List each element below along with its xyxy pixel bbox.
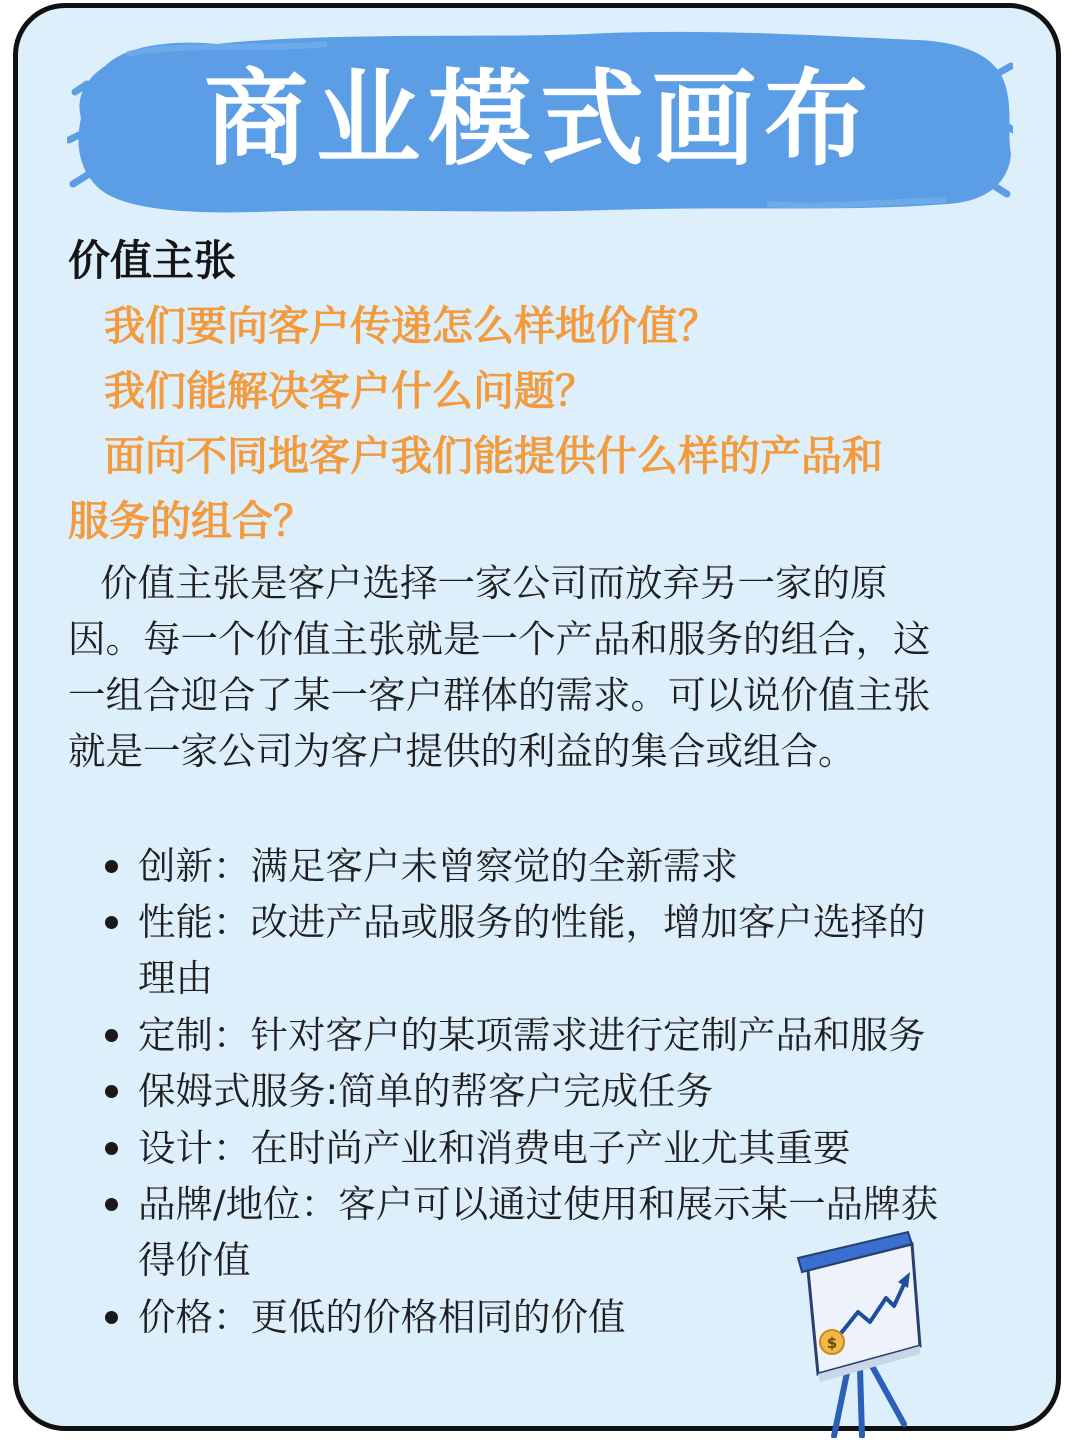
bullet-item-design: 设计：在时尚产业和消费电子产业尤其重要 <box>138 1126 851 1170</box>
bullet-dot-icon <box>105 1085 118 1098</box>
bullet-dot-icon <box>105 916 118 929</box>
bullet-item-customization: 定制：针对客户的某项需求进行定制产品和服务 <box>138 1013 926 1057</box>
question-3: 面向不同地客户我们能提供什么样的产品和 <box>104 432 883 480</box>
paragraph-line: 因。每一个价值主张就是一个产品和服务的组合，这 <box>68 617 931 661</box>
bullet-dot-icon <box>105 1029 118 1042</box>
paragraph-line: 价值主张是客户选择一家公司而放弃另一家的原 <box>100 561 888 605</box>
bullet-item-price: 价格：更低的价格相同的价值 <box>138 1295 626 1339</box>
page-title: 商业模式画布 <box>203 58 876 180</box>
chart-easel-icon <box>790 1228 930 1442</box>
title-banner <box>67 14 1013 226</box>
bullet-dot-icon <box>105 1142 118 1155</box>
bullet-dot-icon <box>105 860 118 873</box>
bullet-item-brand: 品牌/地位：客户可以通过使用和展示某一品牌获 <box>138 1182 939 1226</box>
bullet-dot-icon <box>105 1198 118 1211</box>
bullet-item-brand-continued: 得价值 <box>138 1238 251 1282</box>
question-3-continued: 服务的组合？ <box>68 497 314 545</box>
paragraph-line: 一组合迎合了某一客户群体的需求。可以说价值主张 <box>68 673 931 717</box>
bullet-item-service: 保姆式服务:简单的帮客户完成任务 <box>138 1069 714 1113</box>
bullet-dot-icon <box>105 1311 118 1324</box>
question-2: 我们能解决客户什么问题？ <box>104 367 596 415</box>
section-heading: 价值主张 <box>68 236 237 285</box>
paragraph-line: 就是一家公司为客户提供的利益的集合或组合。 <box>68 729 856 773</box>
question-1: 我们要向客户传递怎么样地价值？ <box>104 302 719 350</box>
bullet-item-performance: 性能：改进产品或服务的性能，增加客户选择的 <box>138 900 926 944</box>
bullet-item-performance-continued: 理由 <box>138 956 213 1000</box>
bullet-item-innovation: 创新：满足客户未曾察觉的全新需求 <box>138 844 738 888</box>
dollar-symbol: $ <box>826 1334 838 1352</box>
